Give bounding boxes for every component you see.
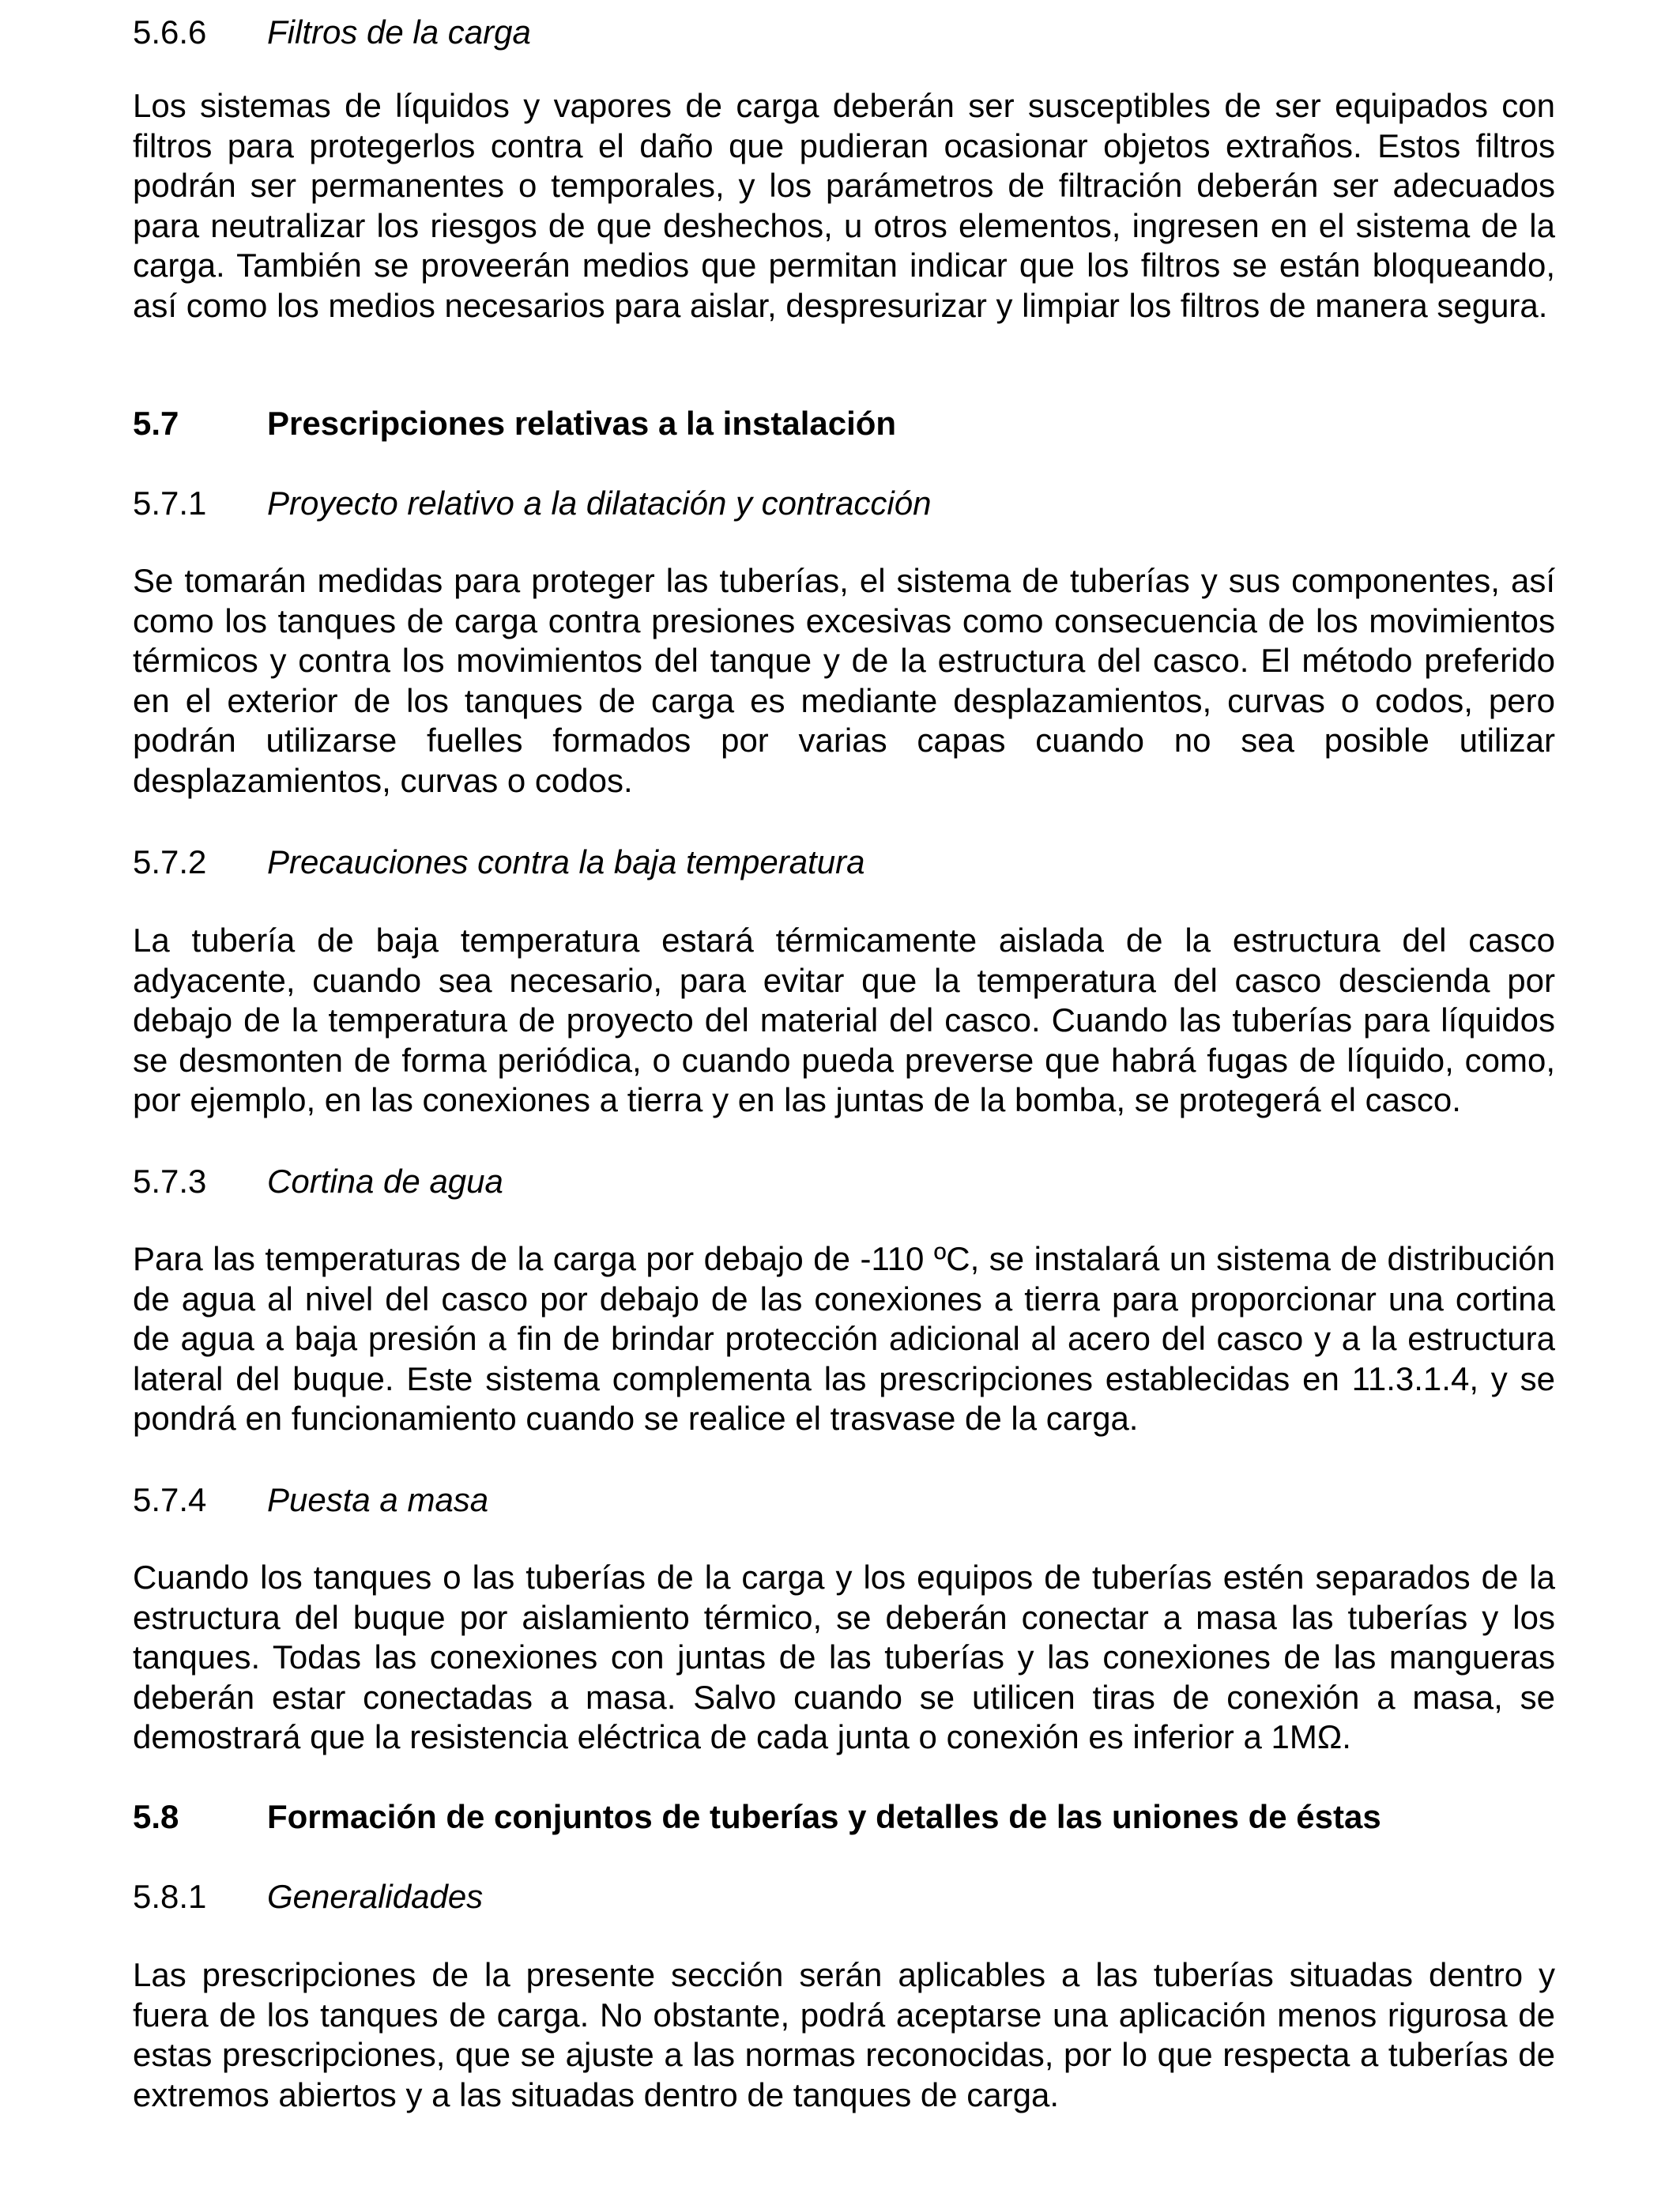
section-number: 5.7.4 [133, 1481, 207, 1518]
section-title: Prescripciones relativas a la instalación [267, 405, 897, 442]
paragraph-5-6-6: Los sistemas de líquidos y vapores de carga deberán ser susceptibles de ser equipados con filtros para protegerlos contra el daño que pudieran ocasionar objetos extraños. Estos filtros podrán ser permanentes o temporales, y los parámetros de filtración deberán ser adecuados para neutralizar los riesgos de que deshechos, u otros elementos, ingresen en el sistema de la carga. También se proveerán medios que permitan indicar que los filtros se están bloqueando, así como los medios necesarios para aislar, despresurizar y limpiar los filtros de manera segura. [133, 87, 1555, 324]
section-title: Puesta a masa [267, 1481, 489, 1518]
section-number: 5.7.2 [133, 843, 207, 880]
section-title: Proyecto relativo a la dilatación y contracción [267, 484, 932, 522]
section-title: Generalidades [267, 1878, 484, 1915]
section-number: 5.7.3 [133, 1163, 207, 1200]
paragraph-5-7-2: La tubería de baja temperatura estará térmicamente aislada de la estructura del casco adyacente, cuando sea necesario, para evitar que la temperatura del casco descienda por debajo de la temperatura de proyecto del material del casco. Cuando las tuberías para líquidos se desmonten de forma periódica, o cuando pueda preverse que habrá fugas de líquido, como, por ejemplo, en las conexiones a tierra y en las juntas de la bomba, se protegerá el casco. [133, 922, 1555, 1118]
section-title: Formación de conjuntos de tuberías y detalles de las uniones de éstas [267, 1798, 1381, 1835]
section-number: 5.8 [133, 1798, 179, 1835]
section-number: 5.6.6 [133, 13, 207, 51]
section-number: 5.8.1 [133, 1878, 207, 1915]
section-title: Cortina de agua [267, 1163, 503, 1200]
paragraph-5-7-4: Cuando los tanques o las tuberías de la carga y los equipos de tuberías estén separados de la estructura del buque por aislamiento térmico, se deberán conectar a masa las tuberías y los tanques. Todas las conexiones con juntas de las tuberías y las conexiones de las mangueras deberán estar conectadas a masa. Salvo cuando se utilicen tiras de conexión a masa, se demostrará que la resistencia eléctrica de cada junta o conexión es inferior a 1MΩ. [133, 1559, 1555, 1755]
section-number: 5.7.1 [133, 484, 207, 522]
section-title: Precauciones contra la baja temperatura [267, 843, 865, 880]
paragraph-5-7-3: Para las temperaturas de la carga por debajo de -110 ºC, se instalará un sistema de distribución de agua al nivel del casco por debajo de las conexiones a tierra para proporcionar una cortina de agua a baja presión a fin de brindar protección adicional al acero del casco y a la estructura lateral del buque. Este sistema complementa las prescripciones establecidas en 11.3.1.4, y se pondrá en funcionamiento cuando se realice el trasvase de la carga. [133, 1240, 1555, 1437]
paragraph-5-7-1: Se tomarán medidas para proteger las tuberías, el sistema de tuberías y sus componentes, así como los tanques de carga contra presiones excesivas como consecuencia de los movimientos térmicos y contra los movimientos del tanque y de la estructura del casco. El método preferido en el exterior de los tanques de carga es mediante desplazamientos, curvas o codos, pero podrán utilizarse fuelles formados por varias capas cuando no sea posible utilizar desplazamientos, curvas o codos. [133, 562, 1555, 799]
section-number: 5.7 [133, 405, 179, 442]
section-title: Filtros de la carga [267, 13, 531, 51]
paragraph-5-8-1: Las prescripciones de la presente sección serán aplicables a las tuberías situadas dentro y fuera de los tanques de carga. No obstante, podrá aceptarse una aplicación menos rigurosa de estas prescripciones, que se ajuste a las normas reconocidas, por lo que respecta a tuberías de extremos abiertos y a las situadas dentro de tanques de carga. [133, 1956, 1555, 2113]
